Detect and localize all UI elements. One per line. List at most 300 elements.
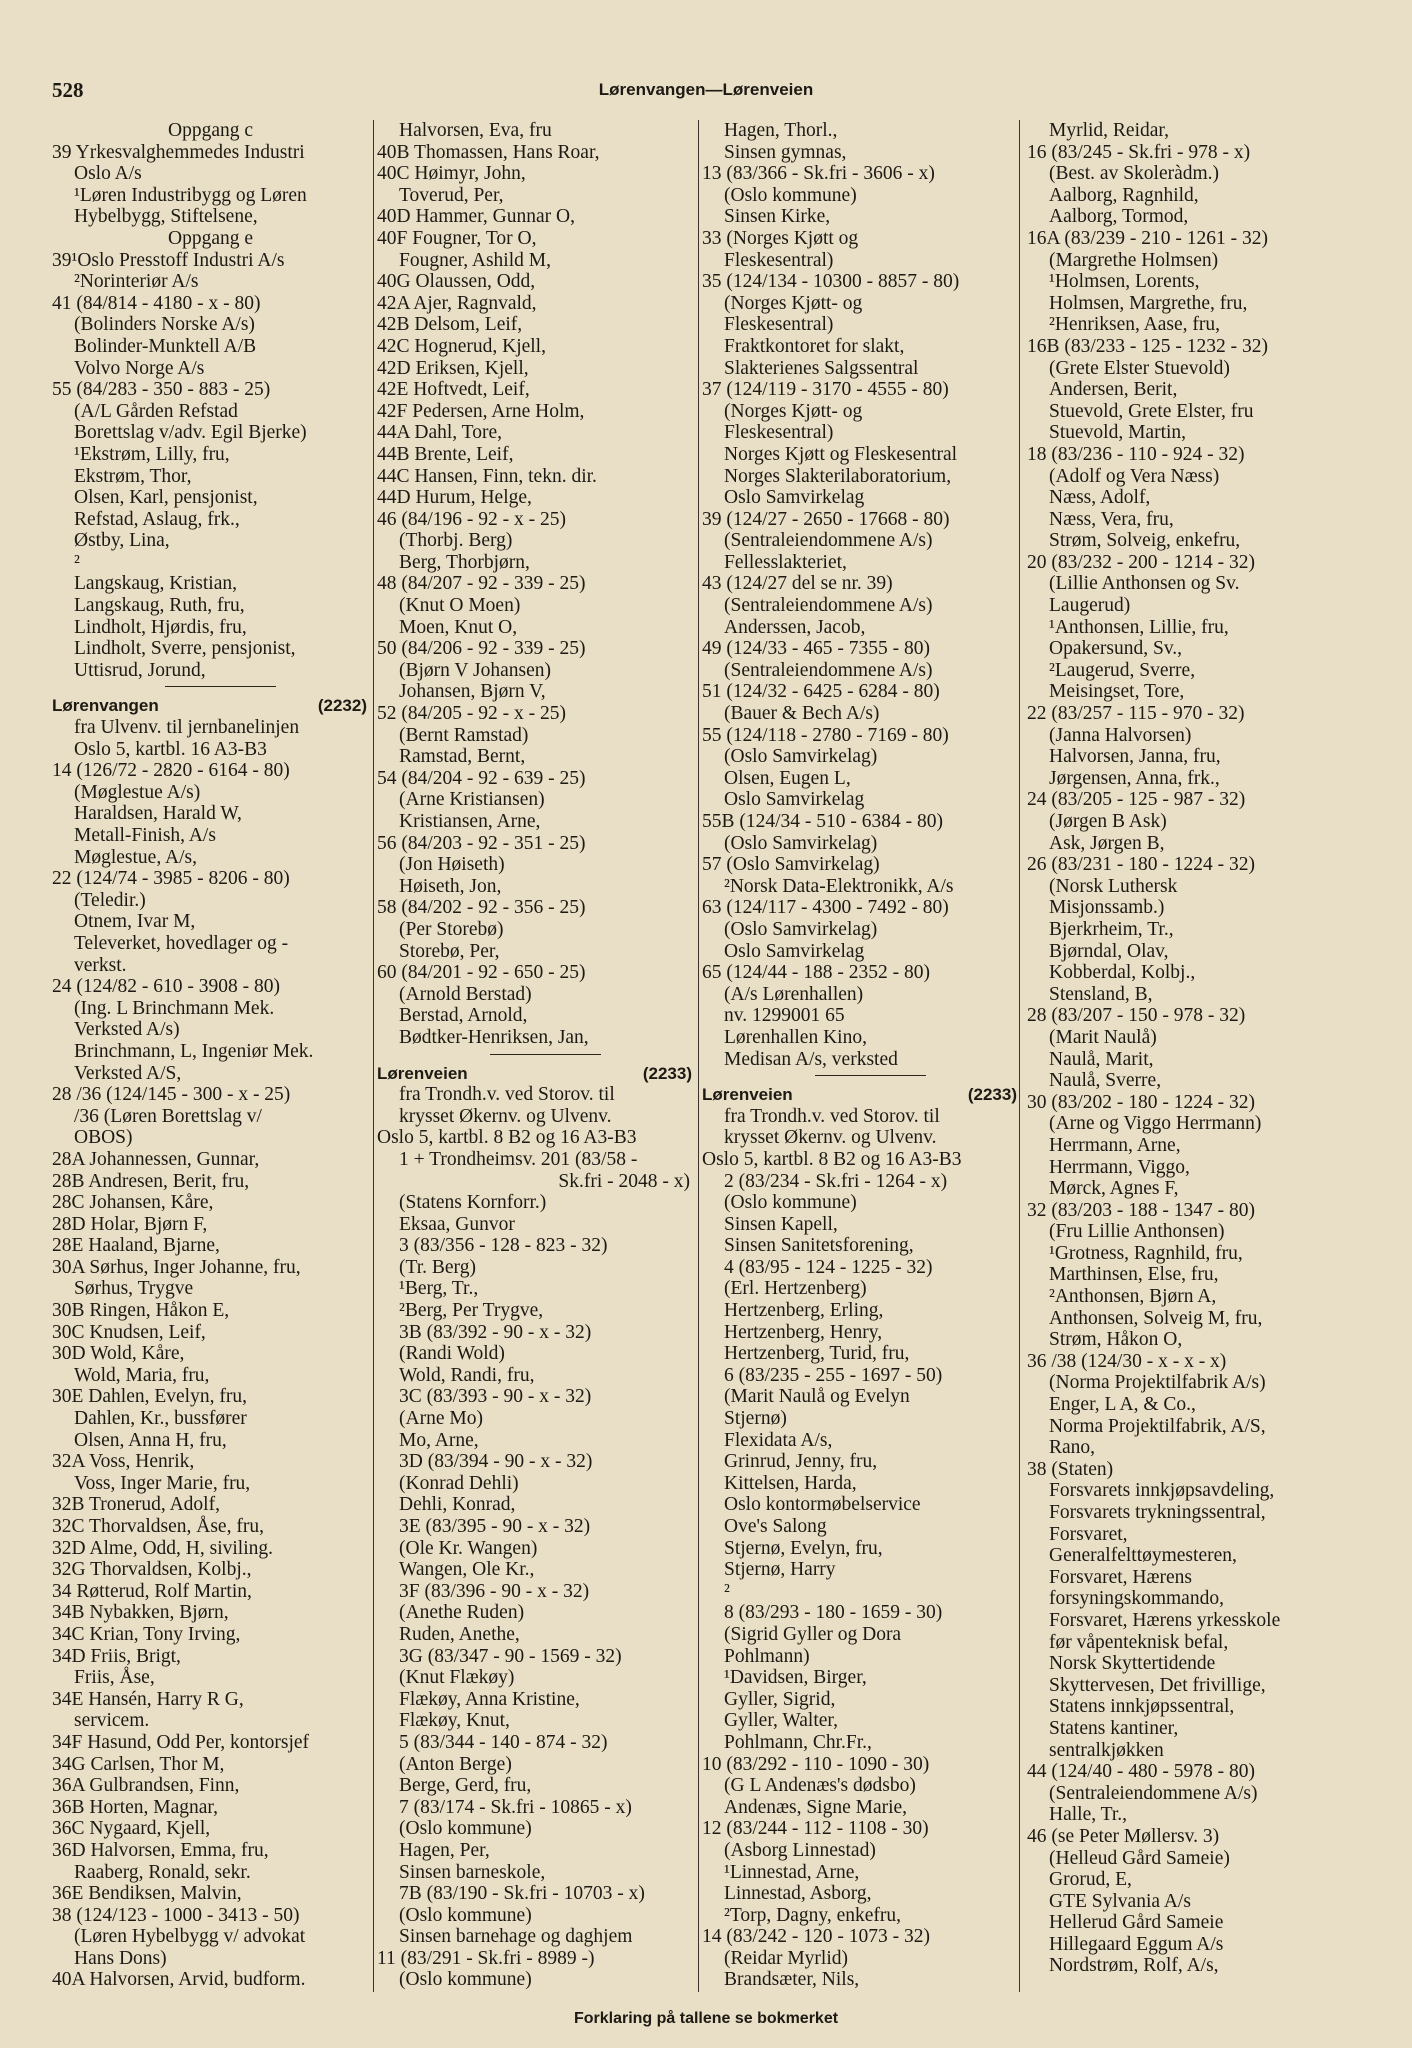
directory-line: 34G Carlsen, Thor M, — [52, 1753, 225, 1775]
column-1 — [48, 120, 373, 2000]
directory-line: Aalborg, Ragnhild, — [1049, 184, 1199, 206]
directory-line: Bødtker-Henriksen, Jan, — [399, 1026, 589, 1048]
directory-line: Storebø, Per, — [399, 940, 500, 962]
directory-line: 16 (83/245 - Sk.fri - 978 - x) — [1027, 141, 1251, 163]
directory-line: Herrmann, Viggo, — [1049, 1156, 1190, 1178]
directory-line: Ramstad, Bernt, — [399, 746, 526, 768]
directory-line: 32G Thorvaldsen, Kolbj., — [52, 1559, 252, 1581]
directory-line: (Statens Kornforr.) — [399, 1192, 547, 1214]
directory-line: 39 (124/27 - 2650 - 17668 - 80) — [702, 508, 950, 530]
directory-line: Forsvarets innkjøpsavdeling, — [1049, 1480, 1275, 1502]
directory-line: 28 /36 (124/145 - 300 - x - 25) — [52, 1084, 291, 1106]
directory-line: Hagen, Thorl., — [724, 120, 838, 141]
directory-line: 12 (83/244 - 112 - 1108 - 30) — [702, 1818, 929, 1840]
directory-line: Andersen, Berit, — [1049, 379, 1178, 401]
directory-line: (Fru Lillie Anthonsen) — [1049, 1221, 1225, 1243]
directory-line: ¹Anthonsen, Lillie, fru, — [1049, 616, 1229, 638]
directory-line: 28B Andresen, Berit, fru, — [52, 1170, 250, 1192]
directory-line: Ove's Salong — [724, 1516, 827, 1537]
directory-line: Høiseth, Jon, — [399, 875, 502, 897]
directory-line: (Sentraleiendommene A/s) — [724, 530, 933, 552]
directory-line: Sinsen Kirke, — [724, 206, 831, 228]
directory-line: (Norges Kjøtt- og — [724, 400, 863, 422]
directory-line: 22 (83/257 - 115 - 970 - 32) — [1027, 703, 1245, 725]
directory-line: (Grete Elster Stuevold) — [1049, 357, 1230, 379]
directory-line: Hertzenberg, Erling, — [724, 1300, 884, 1322]
directory-line: Misjonssamb.) — [1049, 897, 1165, 919]
directory-line: (Bjørn V Johansen) — [399, 659, 552, 681]
directory-line: Wold, Randi, fru, — [399, 1364, 535, 1386]
directory-line: Slakterienes Salgssentral — [724, 357, 919, 379]
directory-line: Stuevold, Grete Elster, fru — [1049, 400, 1254, 422]
directory-line: 30B Ringen, Håkon E, — [52, 1300, 230, 1322]
directory-line: Grinrud, Jenny, fru, — [724, 1451, 878, 1473]
directory-line: 34 Røtterud, Rolf Martin, — [52, 1580, 252, 1602]
directory-line: (Bauer & Bech A/s) — [724, 703, 880, 725]
directory-line: 44 (124/40 - 480 - 5978 - 80) — [1027, 1761, 1256, 1783]
directory-line: (Per Storebø) — [399, 918, 504, 940]
directory-line: Norsk Skyttertidende — [1049, 1653, 1216, 1675]
directory-line: 32C Thorvaldsen, Åse, fru, — [52, 1516, 264, 1537]
directory-line: Otnem, Ivar M, — [74, 911, 196, 933]
directory-line: 30D Wold, Kåre, — [52, 1343, 185, 1365]
directory-line: Verksted A/S, — [74, 1062, 182, 1084]
directory-line: Pohlmann) — [724, 1645, 810, 1667]
directory-line: 34D Friis, Brigt, — [52, 1645, 181, 1667]
directory-line: Bolinder-Munktell A/B — [74, 335, 257, 357]
directory-line: 65 (124/44 - 188 - 2352 - 80) — [702, 962, 931, 984]
directory-line: Voss, Inger Marie, fru, — [74, 1472, 251, 1494]
directory-line: Haraldsen, Harald W, — [74, 803, 242, 825]
directory-line: 34F Hasund, Odd Per, kontorsjef — [52, 1731, 310, 1753]
directory-line: Oslo 5, kartbl. 8 B2 og 16 A3-B3 — [377, 1127, 637, 1149]
directory-line: Sinsen barneskole, — [399, 1861, 546, 1883]
directory-line: 3G (83/347 - 90 - 1569 - 32) — [399, 1645, 622, 1667]
directory-line: fra Trondh.v. ved Storov. til — [399, 1084, 615, 1106]
directory-line: Berg, Thorbjørn, — [399, 551, 530, 573]
directory-line: verkst. — [74, 954, 127, 976]
directory-line: Oslo kontormøbelservice — [724, 1494, 921, 1516]
directory-line: Bjerkrheim, Tr., — [1049, 918, 1174, 940]
directory-line: Stjernø) — [724, 1408, 787, 1430]
directory-line: 16A (83/239 - 210 - 1261 - 32) — [1027, 227, 1269, 249]
directory-line: 42B Delsom, Leif, — [377, 314, 523, 336]
directory-line: 34C Krian, Tony Irving, — [52, 1623, 241, 1645]
directory-line: 34E Hansén, Harry R G, — [52, 1688, 244, 1710]
directory-line: 6 (83/235 - 255 - 1697 - 50) — [724, 1364, 943, 1386]
section-rule — [698, 1070, 1023, 1082]
directory-line: Skyttervesen, Det frivillige, — [1049, 1674, 1266, 1696]
directory-line: 60 (84/201 - 92 - 650 - 25) — [377, 962, 586, 984]
directory-line: (Asborg Linnestad) — [724, 1839, 876, 1861]
directory-line: 43 (124/27 del se nr. 39) — [702, 573, 893, 595]
directory-line: 44C Hansen, Finn, tekn. dir. — [377, 465, 597, 487]
directory-line: Oslo Samvirkelag — [724, 789, 865, 811]
directory-line: Gyller, Walter, — [724, 1710, 839, 1732]
directory-line: ²Berg, Per Trygve, — [399, 1300, 544, 1322]
directory-line: (Ing. L Brinchmann Mek. — [74, 997, 275, 1019]
column-3 — [698, 120, 1023, 2000]
directory-line: 34B Nybakken, Bjørn, — [52, 1602, 229, 1624]
directory-line: 3B (83/392 - 90 - x - 32) — [399, 1321, 592, 1343]
directory-line: Østby, Lina, — [74, 530, 170, 552]
directory-line: (Sigrid Gyller og Dora — [724, 1623, 902, 1645]
directory-line: (Jørgen B Ask) — [1049, 811, 1167, 832]
directory-line: Statens innkjøpssentral, — [1049, 1696, 1235, 1718]
directory-line: (Løren Hybelbygg v/ advokat — [74, 1926, 306, 1948]
directory-line: (Jon Høiseth) — [399, 854, 505, 876]
street-code: (2232) — [317, 696, 367, 716]
directory-line: 3D (83/394 - 90 - x - 32) — [399, 1451, 593, 1473]
directory-line: 41 (84/814 - 4180 - x - 80) — [52, 292, 261, 314]
directory-line: 44D Hurum, Helge, — [377, 487, 532, 509]
directory-line: 10 (83/292 - 110 - 1090 - 30) — [702, 1753, 930, 1775]
directory-line: (Randi Wold) — [399, 1343, 505, 1365]
directory-line: 42C Hognerud, Kjell, — [377, 335, 546, 357]
directory-line: 30E Dahlen, Evelyn, fru, — [52, 1386, 247, 1408]
directory-line: 46 (se Peter Møllersv. 3) — [1027, 1825, 1220, 1847]
directory-line: Oslo 5, kartbl. 8 B2 og 16 A3-B3 — [702, 1148, 962, 1170]
directory-line: (Anethe Ruden) — [399, 1602, 525, 1624]
directory-line: 36B Horten, Magnar, — [52, 1796, 219, 1818]
directory-line: 32B Tronerud, Adolf, — [52, 1494, 220, 1516]
directory-line: (Møglestue A/s) — [74, 781, 201, 803]
directory-line: (Thorbj. Berg) — [399, 530, 513, 552]
directory-line: Oslo Samvirkelag — [724, 940, 865, 962]
directory-line: Anthonsen, Solveig M, fru, — [1049, 1307, 1263, 1329]
directory-line: 3E (83/395 - 90 - x - 32) — [399, 1516, 591, 1537]
directory-line: Oppgang c — [167, 120, 254, 141]
directory-line: (Oslo Samvirkelag) — [724, 832, 878, 854]
directory-line: 22 (124/74 - 3985 - 8206 - 80) — [52, 868, 290, 890]
directory-line: (Ole Kr. Wangen) — [399, 1537, 538, 1559]
directory-line: 32D Alme, Odd, H, siviling. — [52, 1537, 274, 1559]
directory-line: Hillegaard Eggum A/s — [1049, 1933, 1224, 1955]
directory-line: 35 (124/134 - 10300 - 8857 - 80) — [702, 271, 960, 293]
directory-line: (Best. av Skoleràdm.) — [1049, 163, 1220, 185]
directory-line: /36 (Løren Borettslag v/ — [74, 1105, 262, 1127]
directory-line: (Margrethe Holmsen) — [1049, 249, 1219, 271]
directory-line: 36E Bendiksen, Malvin, — [52, 1883, 242, 1905]
directory-line: (A/s Lørenhallen) — [724, 983, 864, 1005]
directory-line: Ekstrøm, Thor, — [74, 465, 192, 487]
directory-line: 28 (83/207 - 150 - 978 - 32) — [1027, 1005, 1246, 1027]
directory-line: Halvorsen, Janna, fru, — [1049, 746, 1221, 768]
directory-line: Næss, Vera, fru, — [1049, 508, 1174, 530]
directory-line: Hertzenberg, Henry, — [724, 1321, 883, 1343]
directory-line: 44B Brente, Leif, — [377, 443, 514, 465]
street-heading — [698, 1084, 1023, 1106]
directory-line: 55 (124/118 - 2780 - 7169 - 80) — [702, 724, 949, 746]
directory-line: Oslo A/s — [74, 163, 142, 185]
directory-line: ¹Berg, Tr., — [399, 1278, 479, 1300]
directory-line: Jørgensen, Anna, frk., — [1049, 767, 1220, 789]
directory-line: 36C Nygaard, Kjell, — [52, 1818, 211, 1840]
directory-line: Brinchmann, L, Ingeniør Mek. — [74, 1040, 314, 1062]
directory-line: Dehli, Konrad, — [399, 1494, 516, 1516]
directory-line: 40G Olaussen, Odd, — [377, 271, 536, 293]
directory-line: (Oslo Samvirkelag) — [724, 918, 878, 940]
directory-line: Fleskesentral) — [724, 249, 834, 271]
section-rule — [48, 681, 373, 693]
directory-line: Oslo Samvirkelag — [724, 487, 865, 509]
directory-line: Mørck, Agnes F, — [1049, 1178, 1179, 1200]
directory-line: 30A Sørhus, Inger Johanne, fru, — [52, 1256, 301, 1278]
directory-line: Møglestue, A/s, — [74, 846, 197, 868]
directory-line: 28E Haaland, Bjarne, — [52, 1235, 220, 1257]
directory-line: (Norma Projektilfabrik A/s) — [1049, 1372, 1266, 1394]
directory-line: ¹Ekstrøm, Lilly, fru, — [74, 443, 230, 465]
directory-line: Ruden, Anethe, — [399, 1623, 520, 1645]
directory-line: Aalborg, Tormod, — [1049, 206, 1189, 228]
directory-line: Kristiansen, Arne, — [399, 811, 541, 832]
directory-line: 3 (83/356 - 128 - 823 - 32) — [399, 1235, 608, 1257]
directory-line: Hans Dons) — [74, 1947, 167, 1969]
directory-line: (Janna Halvorsen) — [1049, 724, 1192, 746]
directory-line: (Reidar Myrlid) — [724, 1947, 849, 1969]
directory-line: ²Henriksen, Aase, fru, — [1049, 314, 1221, 336]
directory-line: 14 (126/72 - 2820 - 6164 - 80) — [52, 760, 290, 782]
directory-line: Friis, Åse, — [74, 1667, 155, 1689]
directory-line: servicem. — [74, 1710, 150, 1732]
directory-line: 38 (124/123 - 1000 - 3413 - 50) — [52, 1904, 300, 1926]
directory-line: Kobberdal, Kolbj., — [1049, 962, 1196, 984]
directory-line: Televerket, hovedlager og - — [74, 932, 289, 954]
directory-line: 30 (83/202 - 180 - 1224 - 32) — [1027, 1091, 1256, 1113]
directory-line: ²Norsk Data-Elektronikk, A/s — [724, 875, 954, 897]
directory-line: Forsvaret, Hærens — [1049, 1566, 1192, 1588]
directory-line: Mo, Arne, — [399, 1429, 479, 1451]
directory-line: 55 (84/283 - 350 - 883 - 25) — [52, 379, 271, 401]
directory-line: Stuevold, Martin, — [1049, 422, 1187, 444]
directory-line: 16B (83/233 - 125 - 1232 - 32) — [1027, 335, 1269, 357]
directory-line: 44A Dahl, Tore, — [377, 422, 503, 444]
directory-line: Nordstrøm, Rolf, A/s, — [1049, 1955, 1219, 1977]
column-2 — [373, 120, 698, 2000]
directory-line: (Adolf og Vera Næss) — [1049, 465, 1220, 487]
directory-line: 40B Thomassen, Hans Roar, — [377, 141, 600, 163]
directory-line: 40F Fougner, Tor O, — [377, 227, 537, 249]
directory-line: 40D Hammer, Gunnar O, — [377, 206, 575, 228]
directory-line: Halvorsen, Eva, fru — [399, 120, 552, 141]
directory-line: før våpenteknisk befal, — [1049, 1631, 1229, 1653]
directory-line: (Marit Naulå) — [1049, 1026, 1157, 1048]
directory-line: (Knut Flækøy) — [399, 1667, 515, 1689]
directory-line: 36 /38 (124/30 - x - x - x) — [1027, 1350, 1227, 1372]
directory-line: Refstad, Aslaug, frk., — [74, 508, 240, 530]
directory-line: Brandsæter, Nils, — [724, 1969, 860, 1991]
directory-line: Flækøy, Knut, — [399, 1710, 510, 1732]
directory-line: (Arne Mo) — [399, 1408, 483, 1430]
directory-line: 52 (84/205 - 92 - x - 25) — [377, 703, 567, 725]
directory-line: nv. 1299001 65 — [724, 1005, 845, 1027]
directory-line: Eksaa, Gunvor — [399, 1213, 515, 1235]
directory-line: Pohlmann, Chr.Fr., — [724, 1731, 872, 1753]
directory-line: krysset Økernv. og Ulvenv. — [724, 1127, 937, 1149]
directory-line: (Sentraleiendommene A/s) — [724, 659, 933, 681]
directory-line: (G L Andenæs's dødsbo) — [724, 1775, 916, 1797]
directory-line: 50 (84/206 - 92 - 339 - 25) — [377, 638, 586, 660]
directory-line: Meisingset, Tore, — [1049, 681, 1185, 703]
directory-line: ¹Linnestad, Arne, — [724, 1861, 860, 1883]
directory-line: 42F Pedersen, Arne Holm, — [377, 400, 585, 422]
directory-line: 24 (83/205 - 125 - 987 - 32) — [1027, 789, 1246, 811]
directory-line: Ask, Jørgen B, — [1049, 832, 1165, 854]
directory-line: ²Anthonsen, Bjørn A, — [1049, 1286, 1217, 1308]
page-number: 528 — [52, 78, 84, 102]
directory-line: (Helleud Gård Sameie) — [1049, 1847, 1230, 1869]
directory-line: (Bolinders Norske A/s) — [74, 314, 255, 336]
directory-line: 28C Johansen, Kåre, — [52, 1192, 214, 1214]
directory-line: ²Laugerud, Sverre, — [1049, 659, 1196, 681]
directory-line: Hybelbygg, Stiftelsene, — [74, 206, 258, 228]
directory-line: 63 (124/117 - 4300 - 7492 - 80) — [702, 897, 949, 919]
directory-line: Medisan A/s, verksted — [724, 1048, 898, 1070]
running-head: Lørenvangen—Lørenveien — [598, 80, 814, 99]
directory-line: 8 (83/293 - 180 - 1659 - 30) — [724, 1602, 943, 1624]
directory-line: Hertzenberg, Turid, fru, — [724, 1343, 910, 1365]
directory-line: Strøm, Solveig, enkefru, — [1049, 530, 1241, 552]
directory-line: Fougner, Ashild M, — [399, 249, 551, 271]
directory-line: 37 (124/119 - 3170 - 4555 - 80) — [702, 379, 949, 401]
directory-line: Sinsen gymnas, — [724, 141, 847, 163]
directory-line: Halle, Tr., — [1049, 1804, 1128, 1826]
directory-line: (Konrad Dehli) — [399, 1472, 519, 1494]
directory-line: 33 (Norges Kjøtt og — [702, 227, 859, 249]
directory-line: Fleskesentral) — [724, 422, 834, 444]
directory-line: GTE Sylvania A/s — [1049, 1890, 1191, 1912]
directory-line: (Oslo kommune) — [724, 184, 857, 206]
directory-line: (Bernt Ramstad) — [399, 724, 529, 746]
directory-line: Norges Slakterilaboratorium, — [724, 465, 952, 487]
directory-line: Berge, Gerd, fru, — [399, 1775, 532, 1797]
directory-line: 48 (84/207 - 92 - 339 - 25) — [377, 573, 586, 595]
directory-line: 42A Ajer, Ragnvald, — [377, 292, 537, 314]
directory-line: (Lillie Anthonsen og Sv. — [1049, 573, 1240, 595]
directory-line: OBOS) — [74, 1127, 133, 1149]
directory-line: 28A Johannessen, Gunnar, — [52, 1148, 260, 1170]
directory-line: Andenæs, Signe Marie, — [724, 1796, 908, 1818]
directory-line: 28D Holar, Bjørn F, — [52, 1213, 208, 1235]
street-name: Lørenveien — [377, 1063, 468, 1083]
directory-line: (Arnold Berstad) — [399, 983, 532, 1005]
directory-line: Marthinsen, Else, fru, — [1049, 1264, 1219, 1286]
directory-line: (Oslo kommune) — [724, 1192, 857, 1214]
directory-line: 13 (83/366 - Sk.fri - 3606 - x) — [702, 163, 935, 185]
section-rule — [373, 1049, 698, 1061]
directory-line: 55B (124/34 - 510 - 6384 - 80) — [702, 811, 944, 832]
directory-line: Laugerud) — [1049, 595, 1131, 617]
directory-line: Sk.fri - 2048 - x) — [558, 1170, 690, 1192]
directory-line: (Arne Kristiansen) — [399, 789, 545, 811]
directory-line: Metall-Finish, A/s — [74, 825, 216, 846]
directory-line: 11 (83/291 - Sk.fri - 8989 -) — [377, 1947, 595, 1969]
directory-line: 7B (83/190 - Sk.fri - 10703 - x) — [399, 1883, 645, 1905]
directory-line: Fleskesentral) — [724, 314, 834, 336]
directory-line: Johansen, Bjørn V, — [399, 681, 546, 703]
directory-line: 18 (83/236 - 110 - 924 - 32) — [1027, 443, 1245, 465]
directory-line: Herrmann, Arne, — [1049, 1134, 1181, 1156]
directory-line: Norges Kjøtt og Fleskesentral — [724, 443, 958, 465]
directory-line: Lørenhallen Kino, — [724, 1026, 867, 1048]
directory-line: Forsvaret, Hærens yrkesskole — [1049, 1609, 1281, 1631]
directory-line: ¹Holmsen, Lorents, — [1049, 271, 1200, 293]
directory-line: 32A Voss, Henrik, — [52, 1451, 195, 1473]
directory-line: Verksted A/s) — [74, 1019, 180, 1041]
directory-line: Fellesslakteriet, — [724, 551, 847, 573]
street-name: Lørenveien — [702, 1085, 793, 1105]
directory-line: ² — [724, 1580, 730, 1602]
directory-line: Flækøy, Anna Kristine, — [399, 1688, 580, 1710]
directory-line: Wold, Maria, fru, — [74, 1364, 210, 1386]
directory-line: (Teledir.) — [74, 889, 146, 911]
directory-line: (Oslo kommune) — [399, 1969, 532, 1991]
directory-line: 36D Halvorsen, Emma, fru, — [52, 1839, 269, 1861]
directory-line: Raaberg, Ronald, sekr. — [74, 1861, 251, 1883]
footer-note: Forklaring på tallene se bokmerket — [573, 2010, 839, 2027]
directory-line: Hellerud Gård Sameie — [1049, 1912, 1224, 1934]
directory-line: 1 + Trondheimsv. 201 (83/58 - — [399, 1148, 638, 1170]
directory-line: Grorud, E, — [1049, 1869, 1132, 1891]
directory-line: Generalfelttøymesteren, — [1049, 1545, 1237, 1567]
directory-line: Hagen, Per, — [399, 1839, 490, 1861]
directory-line: 42E Hoftvedt, Leif, — [377, 379, 530, 401]
directory-line: Oslo 5, kartbl. 16 A3-B3 — [74, 738, 267, 760]
directory-line: 58 (84/202 - 92 - 356 - 25) — [377, 897, 586, 919]
street-code: (2233) — [967, 1085, 1017, 1105]
directory-line: (Anton Berge) — [399, 1753, 512, 1775]
directory-line: Olsen, Eugen L, — [724, 767, 851, 789]
directory-line: Langskaug, Kristian, — [74, 573, 238, 595]
directory-line: Næss, Adolf, — [1049, 487, 1151, 509]
directory-line: Myrlid, Reidar, — [1049, 120, 1169, 141]
directory-line: Bjørndal, Olav, — [1049, 940, 1169, 962]
directory-line: 14 (83/242 - 120 - 1073 - 32) — [702, 1926, 931, 1948]
directory-line: krysset Økernv. og Ulvenv. — [399, 1105, 612, 1127]
directory-line: Stjernø, Harry — [724, 1559, 836, 1581]
directory-line: forsyningskommando, — [1049, 1588, 1224, 1610]
directory-line: (A/L Gården Refstad — [74, 400, 238, 422]
directory-line: Uttisrud, Jorund, — [74, 659, 206, 681]
directory-line: Volvo Norge A/s — [74, 357, 205, 379]
directory-line: 56 (84/203 - 92 - 351 - 25) — [377, 832, 586, 854]
directory-line: Oppgang e — [167, 227, 254, 249]
directory-line: Lindholt, Sverre, pensjonist, — [74, 638, 296, 660]
directory-line: 5 (83/344 - 140 - 874 - 32) — [399, 1731, 608, 1753]
directory-line: (Sentraleiendommene A/s) — [724, 595, 933, 617]
directory-line: fra Ulvenv. til jernbanelinjen — [74, 717, 300, 739]
directory-line: 30C Knudsen, Leif, — [52, 1321, 206, 1343]
directory-line: (Norsk Luthersk — [1049, 875, 1178, 897]
directory-line: Wangen, Ole Kr., — [399, 1559, 535, 1581]
directory-line: (Sentraleiendommene A/s) — [1049, 1782, 1258, 1804]
directory-line: sentralkjøkken — [1049, 1739, 1164, 1761]
directory-line: Toverud, Per, — [399, 184, 504, 206]
street-heading — [373, 1063, 698, 1085]
directory-line: 39¹Oslo Presstoff Industri A/s — [52, 249, 285, 271]
directory-line: (Knut O Moen) — [399, 595, 521, 617]
directory-line: 40A Halvorsen, Arvid, budform. — [52, 1969, 306, 1991]
directory-line: 57 (Oslo Samvirkelag) — [702, 854, 880, 876]
directory-line: 39 Yrkesvalghemmedes Industri — [52, 141, 305, 163]
directory-line: Opakersund, Sv., — [1049, 638, 1183, 660]
directory-line: ²Norinteriør A/s — [74, 271, 199, 293]
directory-line: Langskaug, Ruth, fru, — [74, 595, 245, 617]
directory-line: Berstad, Arnold, — [399, 1005, 528, 1027]
directory-line: 36A Gulbrandsen, Finn, — [52, 1775, 240, 1797]
directory-line: Naulå, Sverre, — [1049, 1070, 1162, 1092]
directory-line: 4 (83/95 - 124 - 1225 - 32) — [724, 1256, 933, 1278]
